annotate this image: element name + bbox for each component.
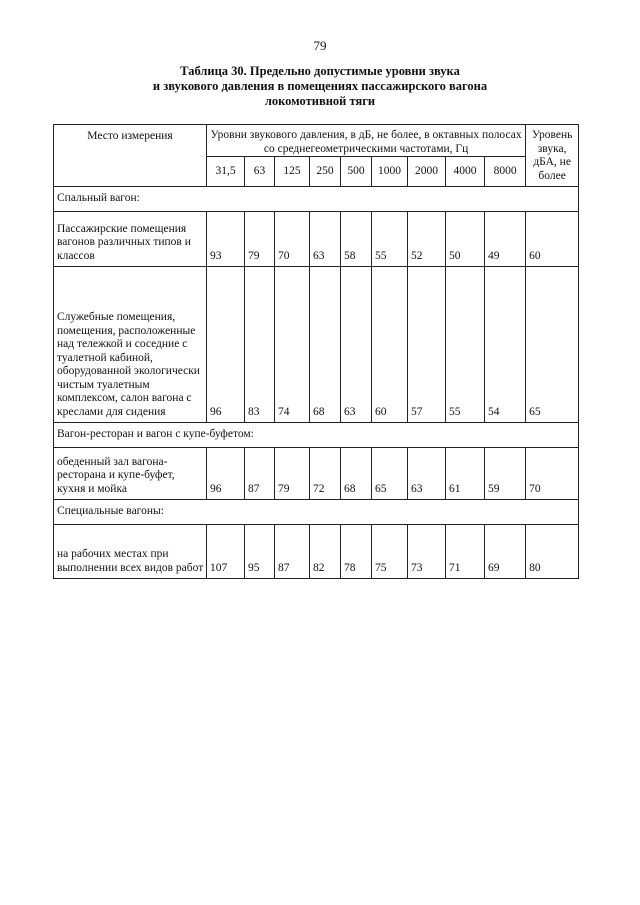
header-place: Место измерения <box>54 125 207 187</box>
value-cell: 78 <box>341 525 372 579</box>
value-cell: 70 <box>275 212 310 267</box>
value-cell: 57 <box>408 267 446 423</box>
frequency-cell: 31,5 <box>207 157 245 187</box>
frequency-cell: 2000 <box>408 157 446 187</box>
value-cell: 68 <box>341 448 372 500</box>
value-cell: 58 <box>341 212 372 267</box>
value-cell: 72 <box>310 448 341 500</box>
frequency-cell: 8000 <box>485 157 526 187</box>
value-cell: 87 <box>275 525 310 579</box>
value-cell: 79 <box>245 212 275 267</box>
title-line: и звукового давления в помещениях пассажирского вагона <box>152 79 488 93</box>
frequency-cell: 63 <box>245 157 275 187</box>
value-cell: 55 <box>372 212 408 267</box>
table-title <box>90 64 550 109</box>
value-cell: 73 <box>408 525 446 579</box>
section-title: Спальный вагон: <box>54 187 579 212</box>
value-cell: 54 <box>485 267 526 423</box>
value-cell: 65 <box>372 448 408 500</box>
value-cell: 93 <box>207 212 245 267</box>
value-cell: 52 <box>408 212 446 267</box>
value-cell: 87 <box>245 448 275 500</box>
frequency-cell: 250 <box>310 157 341 187</box>
header-level-title: Уровень звука, дБА, не более <box>526 125 579 187</box>
value-cell: 70 <box>526 448 579 500</box>
table-row <box>54 448 579 500</box>
section-row <box>54 423 579 448</box>
value-cell: 50 <box>446 212 485 267</box>
value-cell: 96 <box>207 267 245 423</box>
value-cell: 68 <box>310 267 341 423</box>
section-title: Специальные вагоны: <box>54 500 579 525</box>
table-row <box>54 525 579 579</box>
frequency-cell: 1000 <box>372 157 408 187</box>
value-cell: 49 <box>485 212 526 267</box>
value-cell: 82 <box>310 525 341 579</box>
value-cell: 69 <box>485 525 526 579</box>
value-cell: 63 <box>341 267 372 423</box>
row-place: обеденный зал вагона-ресторана и купе-буфет, кухня и мойка <box>54 448 207 500</box>
value-cell: 96 <box>207 448 245 500</box>
frequency-cell: 125 <box>275 157 310 187</box>
header-row <box>54 125 579 157</box>
section-title: Вагон-ресторан и вагон с купе-буфетом: <box>54 423 579 448</box>
row-place: Пассажирские помещения вагонов различных типов и классов <box>54 212 207 267</box>
section-row <box>54 187 579 212</box>
section-row <box>54 500 579 525</box>
table-row <box>54 267 579 423</box>
value-cell: 55 <box>446 267 485 423</box>
noise-limits-table <box>53 124 579 579</box>
page-number: 79 <box>313 38 327 53</box>
header-band-title: Уровни звукового давления, в дБ, не более, в октавных полосах со среднегеометрическими частотами, Гц <box>207 125 526 157</box>
value-cell: 71 <box>446 525 485 579</box>
value-cell: 60 <box>372 267 408 423</box>
value-cell: 107 <box>207 525 245 579</box>
value-cell: 95 <box>245 525 275 579</box>
value-cell: 80 <box>526 525 579 579</box>
row-place: на рабочих местах при выполнении всех видов работ <box>54 525 207 579</box>
table-row <box>54 212 579 267</box>
row-place: Служебные помещения, помещения, расположенные над тележкой и соседние с туалетной кабиной, оборудованной экологически чистым туалетным комплексом, салон вагона с креслами для сидения <box>54 267 207 423</box>
value-cell: 59 <box>485 448 526 500</box>
value-cell: 61 <box>446 448 485 500</box>
frequency-cell: 4000 <box>446 157 485 187</box>
value-cell: 75 <box>372 525 408 579</box>
value-cell: 63 <box>408 448 446 500</box>
value-cell: 60 <box>526 212 579 267</box>
frequency-cell: 500 <box>341 157 372 187</box>
title-line: локомотивной тяги <box>264 94 376 108</box>
value-cell: 63 <box>310 212 341 267</box>
title-line: Таблица 30. Предельно допустимые уровни звука <box>180 64 460 78</box>
value-cell: 65 <box>526 267 579 423</box>
value-cell: 83 <box>245 267 275 423</box>
value-cell: 74 <box>275 267 310 423</box>
value-cell: 79 <box>275 448 310 500</box>
